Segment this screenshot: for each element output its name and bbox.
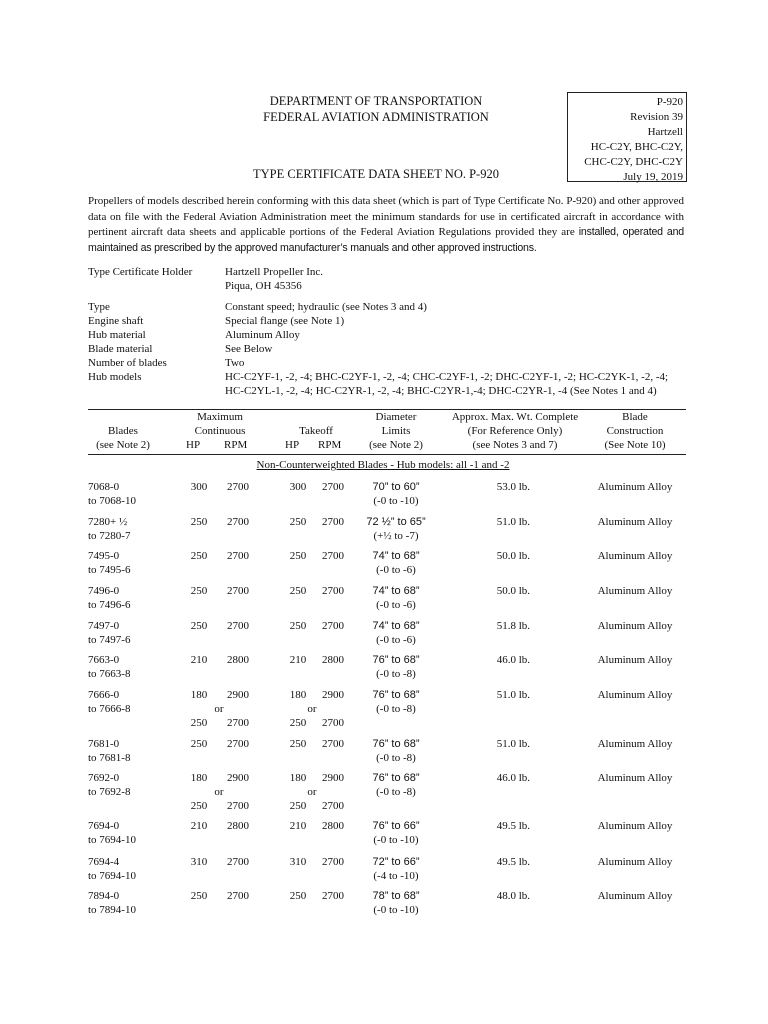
blade-model-range: to 7694-10 — [88, 834, 136, 846]
diameter-range: 76” to 68” — [372, 654, 420, 666]
mc-hp-value: 180 — [190, 689, 208, 701]
spec-label: Number of blades — [88, 357, 167, 369]
blade-model-range: to 7663-8 — [88, 668, 131, 680]
construction-header: Blade Construction (See Note 10) — [604, 411, 666, 451]
holder-line-1: Hartzell Propeller Inc. — [225, 266, 324, 278]
diameter-range: 76” to 66” — [372, 820, 420, 832]
data-sheet-title: TYPE CERTIFICATE DATA SHEET NO. P-920 — [253, 167, 499, 181]
diameter-limits: (-4 to -10) — [373, 870, 419, 882]
to-rpm-value: 2700 — [322, 585, 344, 597]
department-line-1: DEPARTMENT OF TRANSPORTATION — [269, 94, 483, 108]
mc-rpm-value: 2700 — [227, 516, 249, 528]
spec-value: Aluminum Alloy — [225, 329, 300, 341]
or-label: or — [307, 786, 317, 798]
weight-value: 49.5 lb. — [496, 820, 530, 832]
holder-label: Type Certificate Holder — [88, 266, 193, 278]
spec-value: Constant speed; hydraulic (see Notes 3 and 4) — [225, 301, 427, 313]
holder-line-2: Piqua, OH 45356 — [225, 280, 302, 292]
mc-rpm-value: 2700 — [227, 481, 249, 493]
to-rpm-value-alt: 2700 — [322, 717, 344, 729]
spec-label: Blade material — [88, 343, 153, 355]
weight-value: 50.0 lb. — [496, 585, 530, 597]
weight-value: 46.0 lb. — [496, 654, 530, 666]
or-label: or — [307, 703, 317, 715]
spec-label: Hub material — [88, 329, 146, 341]
to-rpm-value: 2700 — [322, 890, 344, 902]
blade-model: 7681-0 — [88, 738, 120, 750]
to-hp-value: 250 — [289, 585, 307, 597]
blade-model: 7280+ ½ — [88, 516, 128, 528]
mc-hp-value: 250 — [190, 890, 208, 902]
to-hp-value: 250 — [289, 738, 307, 750]
spec-label: Type — [88, 301, 110, 313]
weight-value: 50.0 lb. — [496, 550, 530, 562]
mc-hp-value-alt: 250 — [190, 717, 208, 729]
to-hp-value: 250 — [289, 516, 307, 528]
diameter-limits: (-0 to -8) — [376, 786, 416, 798]
to-rpm-header: RPM — [318, 439, 342, 451]
mc-rpm-value: 2700 — [227, 890, 249, 902]
diameter-range: 70” to 60” — [372, 481, 420, 493]
blade-model-range: to 7496-6 — [88, 599, 131, 611]
to-rpm-value: 2700 — [322, 620, 344, 632]
construction-value: Aluminum Alloy — [597, 890, 673, 902]
to-hp-value: 310 — [289, 856, 307, 868]
mc-hp-value: 250 — [190, 585, 208, 597]
to-hp-value: 250 — [289, 620, 307, 632]
mc-rpm-value: 2700 — [227, 550, 249, 562]
blade-model: 7497-0 — [88, 620, 120, 632]
to-rpm-value: 2700 — [322, 481, 344, 493]
construction-value: Aluminum Alloy — [597, 738, 673, 750]
blade-model: 7694-0 — [88, 820, 120, 832]
blade-model: 7495-0 — [88, 550, 120, 562]
takeoff-header: Takeoff — [299, 425, 333, 437]
weight-value: 46.0 lb. — [496, 772, 530, 784]
spec-value: HC-C2YF-1, -2, -4; BHC-C2YF-1, -2, -4; CHC-C2YF-1, -2; DHC-C2YF-1, -2; HC-C2YK-1, -2, -4; — [225, 371, 669, 383]
to-hp-value: 250 — [289, 550, 307, 562]
to-hp-value-alt: 250 — [289, 717, 307, 729]
blade-model-range: to 7894-10 — [88, 904, 136, 916]
weight-value: 51.0 lb. — [496, 689, 530, 701]
diameter-range: 72” to 66” — [372, 856, 420, 868]
diameter-limits: (-0 to -10) — [373, 904, 419, 916]
blade-model-range: to 7497-6 — [88, 634, 131, 646]
mc-rpm-value: 2900 — [227, 689, 249, 701]
mc-hp-value: 300 — [190, 481, 208, 493]
to-rpm-value: 2700 — [322, 516, 344, 528]
mc-hp-value: 250 — [190, 738, 208, 750]
to-rpm-value: 2800 — [322, 654, 344, 666]
blade-model-range: to 7666-8 — [88, 703, 131, 715]
or-label: or — [214, 786, 224, 798]
diameter-range: 76” to 68” — [372, 738, 420, 750]
construction-value: Aluminum Alloy — [597, 550, 673, 562]
to-hp-value: 210 — [289, 654, 307, 666]
weight-value: 53.0 lb. — [496, 481, 530, 493]
diameter-range: 76” to 68” — [372, 772, 420, 784]
holder-value — [225, 265, 695, 293]
blade-model-range: to 7280-7 — [88, 530, 131, 542]
blade-model: 7692-0 — [88, 772, 120, 784]
diameter-limits: (-0 to -8) — [376, 752, 416, 764]
weight-header: Approx. Max. Wt. Complete (For Reference Only) (see Notes 3 and 7) — [451, 411, 579, 451]
header-bottom-rule — [88, 454, 686, 455]
diameter-range: 74” to 68” — [372, 620, 420, 632]
diameter-range: 74” to 68” — [372, 585, 420, 597]
diameter-limits: (-0 to -8) — [376, 668, 416, 680]
hub-models-continued: HC-C2YL-1, -2, -4; HC-C2YR-1, -2, -4; BHC-C2YR-1,-4; DHC-C2YR-1, -4 (See Notes 1 and 4) — [225, 385, 657, 397]
spec-value: See Below — [225, 343, 273, 355]
mc-rpm-value: 2700 — [227, 856, 249, 868]
section-title: Non-Counterweighted Blades - Hub models: all -1 and -2 — [256, 459, 510, 471]
mc-rpm-value-alt: 2700 — [227, 717, 249, 729]
blades-header: Blades (see Note 2) — [96, 425, 150, 451]
blade-model: 7496-0 — [88, 585, 120, 597]
construction-value: Aluminum Alloy — [597, 689, 673, 701]
mc-hp-value: 210 — [190, 820, 208, 832]
to-rpm-value: 2700 — [322, 738, 344, 750]
department-line-2: FEDERAL AVIATION ADMINISTRATION — [263, 110, 489, 124]
construction-value: Aluminum Alloy — [597, 654, 673, 666]
construction-value: Aluminum Alloy — [597, 856, 673, 868]
blade-model-range: to 7495-6 — [88, 564, 131, 576]
intro-body: Propellers of models described herein conforming with this data sheet (which is part of Type Certificate No. P-920) and other approved data on file with the Federal Aviation Administration meet the minimum standards for use in certificated aircraft in accordance with pertinent aircraft data sheets and applicable portions of the Federal Aviation Regulations provided they are — [88, 195, 684, 238]
to-hp-value: 250 — [289, 890, 307, 902]
construction-value: Aluminum Alloy — [597, 772, 673, 784]
weight-value: 51.0 lb. — [496, 516, 530, 528]
mc-hp-value: 210 — [190, 654, 208, 666]
construction-value: Aluminum Alloy — [597, 481, 673, 493]
certificate-holder — [88, 265, 688, 295]
diameter-limits: (-0 to -10) — [373, 834, 419, 846]
box-line: Revision 39 — [630, 111, 683, 123]
mc-rpm-value: 2800 — [227, 654, 249, 666]
diameter-range: 72 ½” to 65” — [366, 516, 426, 528]
spec-value: Two — [225, 357, 245, 369]
construction-value: Aluminum Alloy — [597, 820, 673, 832]
mc-rpm-value: 2900 — [227, 772, 249, 784]
to-rpm-value-alt: 2700 — [322, 800, 344, 812]
diameter-range: 76” to 68” — [372, 689, 420, 701]
to-hp-value: 300 — [289, 481, 307, 493]
spec-label: Engine shaft — [88, 315, 144, 327]
mc-rpm-value: 2700 — [227, 738, 249, 750]
blade-model: 7068-0 — [88, 481, 120, 493]
construction-value: Aluminum Alloy — [597, 516, 673, 528]
blade-model: 7894-0 — [88, 890, 120, 902]
blade-model: 7666-0 — [88, 689, 120, 701]
mc-rpm-value: 2700 — [227, 585, 249, 597]
weight-value: 51.8 lb. — [496, 620, 530, 632]
mc-hp-value: 310 — [190, 856, 208, 868]
mc-rpm-header: RPM — [224, 439, 248, 451]
diameter-limits: (-0 to -6) — [376, 564, 416, 576]
box-line: HC-C2Y, BHC-C2Y, — [590, 141, 683, 153]
mc-hp-value: 250 — [190, 620, 208, 632]
weight-value: 51.0 lb. — [496, 738, 530, 750]
construction-value: Aluminum Alloy — [597, 585, 673, 597]
mc-rpm-value: 2800 — [227, 820, 249, 832]
blade-model: 7663-0 — [88, 654, 120, 666]
intro-last-line: installed, operated and maintained as prescribed by the approved manufacturer’s manuals and other approved instructions. — [88, 226, 684, 254]
mc-hp-header: HP — [186, 439, 201, 451]
construction-value: Aluminum Alloy — [597, 620, 673, 632]
box-line: CHC-C2Y, DHC-C2Y — [584, 156, 683, 168]
diameter-header: Diameter Limits (see Note 2) — [369, 411, 423, 451]
diameter-range: 74” to 68” — [372, 550, 420, 562]
blade-model-range: to 7681-8 — [88, 752, 131, 764]
box-line: July 19, 2019 — [623, 171, 683, 183]
to-rpm-value: 2900 — [322, 689, 344, 701]
spec-value: Special flange (see Note 1) — [225, 315, 345, 327]
to-rpm-value: 2800 — [322, 820, 344, 832]
diameter-limits: (-0 to -8) — [376, 703, 416, 715]
blade-model: 7694-4 — [88, 856, 120, 868]
mc-hp-value: 180 — [190, 772, 208, 784]
diameter-limits: (-0 to -6) — [376, 599, 416, 611]
diameter-limits: (+½ to -7) — [373, 530, 419, 542]
mc-hp-value: 250 — [190, 550, 208, 562]
max-continuous-header: Maximum Continuous — [194, 411, 246, 437]
to-hp-value: 180 — [289, 772, 307, 784]
weight-value: 49.5 lb. — [496, 856, 530, 868]
mc-rpm-value: 2700 — [227, 620, 249, 632]
box-line: Hartzell — [647, 126, 683, 138]
blade-model-range: to 7068-10 — [88, 495, 136, 507]
diameter-limits: (-0 to -6) — [376, 634, 416, 646]
spec-label: Hub models — [88, 371, 142, 383]
mc-rpm-value-alt: 2700 — [227, 800, 249, 812]
mc-hp-value: 250 — [190, 516, 208, 528]
to-rpm-value: 2700 — [322, 550, 344, 562]
to-rpm-value: 2700 — [322, 856, 344, 868]
box-line: P-920 — [656, 96, 683, 108]
to-hp-value-alt: 250 — [289, 800, 307, 812]
to-rpm-value: 2900 — [322, 772, 344, 784]
blade-model-range: to 7694-10 — [88, 870, 136, 882]
to-hp-header: HP — [285, 439, 300, 451]
blade-model-range: to 7692-8 — [88, 786, 131, 798]
to-hp-value: 180 — [289, 689, 307, 701]
diameter-range: 78” to 68” — [372, 890, 420, 902]
intro-paragraph — [88, 194, 684, 256]
or-label: or — [214, 703, 224, 715]
diameter-limits: (-0 to -10) — [373, 495, 419, 507]
weight-value: 48.0 lb. — [496, 890, 530, 902]
mc-hp-value-alt: 250 — [190, 800, 208, 812]
spec-list — [88, 300, 688, 400]
to-hp-value: 210 — [289, 820, 307, 832]
